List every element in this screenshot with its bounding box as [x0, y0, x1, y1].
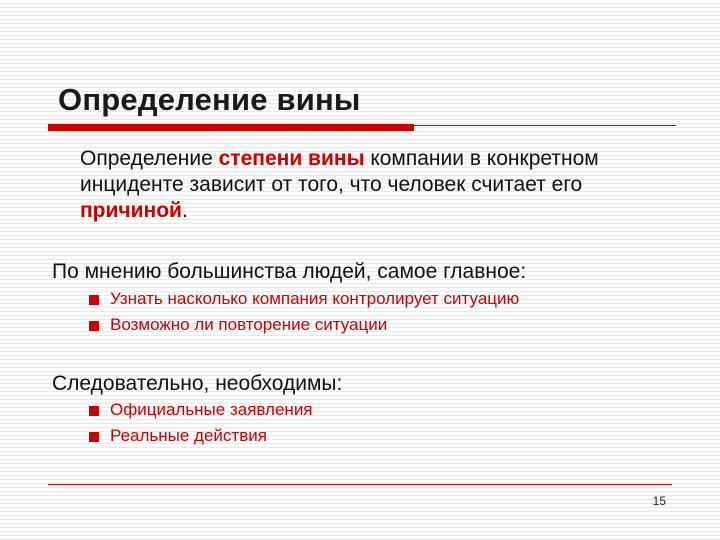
- intro-text-2: компании в конкретном инциденте зависит от того, что человек считает его: [80, 147, 599, 196]
- intro-text-1: Определение: [80, 147, 219, 170]
- footer-rule: [48, 484, 672, 485]
- intro-emphasis-cause: причиной: [80, 199, 182, 222]
- intro-text-3: .: [181, 199, 188, 222]
- page-number: 15: [652, 494, 666, 508]
- intro-emphasis-degree: степени вины: [218, 147, 365, 170]
- list-item-text: Узнать насколько компания контролирует ситуацию: [110, 289, 520, 308]
- square-bullet-icon: [89, 321, 99, 331]
- intro-paragraph: [80, 146, 680, 224]
- square-bullet-icon: [89, 295, 99, 305]
- list-item: [88, 289, 519, 315]
- list-item: [88, 400, 313, 426]
- list-item: [88, 315, 519, 341]
- list-item-text: Возможно ли повторение ситуации: [110, 315, 388, 334]
- square-bullet-icon: [89, 432, 99, 442]
- list-item-text: Реальные действия: [110, 426, 267, 445]
- title-underline-thick: [48, 124, 414, 131]
- list-item: [88, 426, 313, 452]
- title-underline-thin: [414, 125, 676, 126]
- list-item-text: Официальные заявления: [110, 400, 313, 419]
- bullet-list-needs: [88, 400, 313, 452]
- section-heading-opinion: По мнению большинства людей, самое главное:: [52, 260, 527, 283]
- bullet-list-opinion: [88, 289, 519, 341]
- slide-title: Определение вины: [58, 82, 361, 117]
- section-heading-needs: Следовательно, необходимы:: [52, 372, 343, 395]
- square-bullet-icon: [89, 406, 99, 416]
